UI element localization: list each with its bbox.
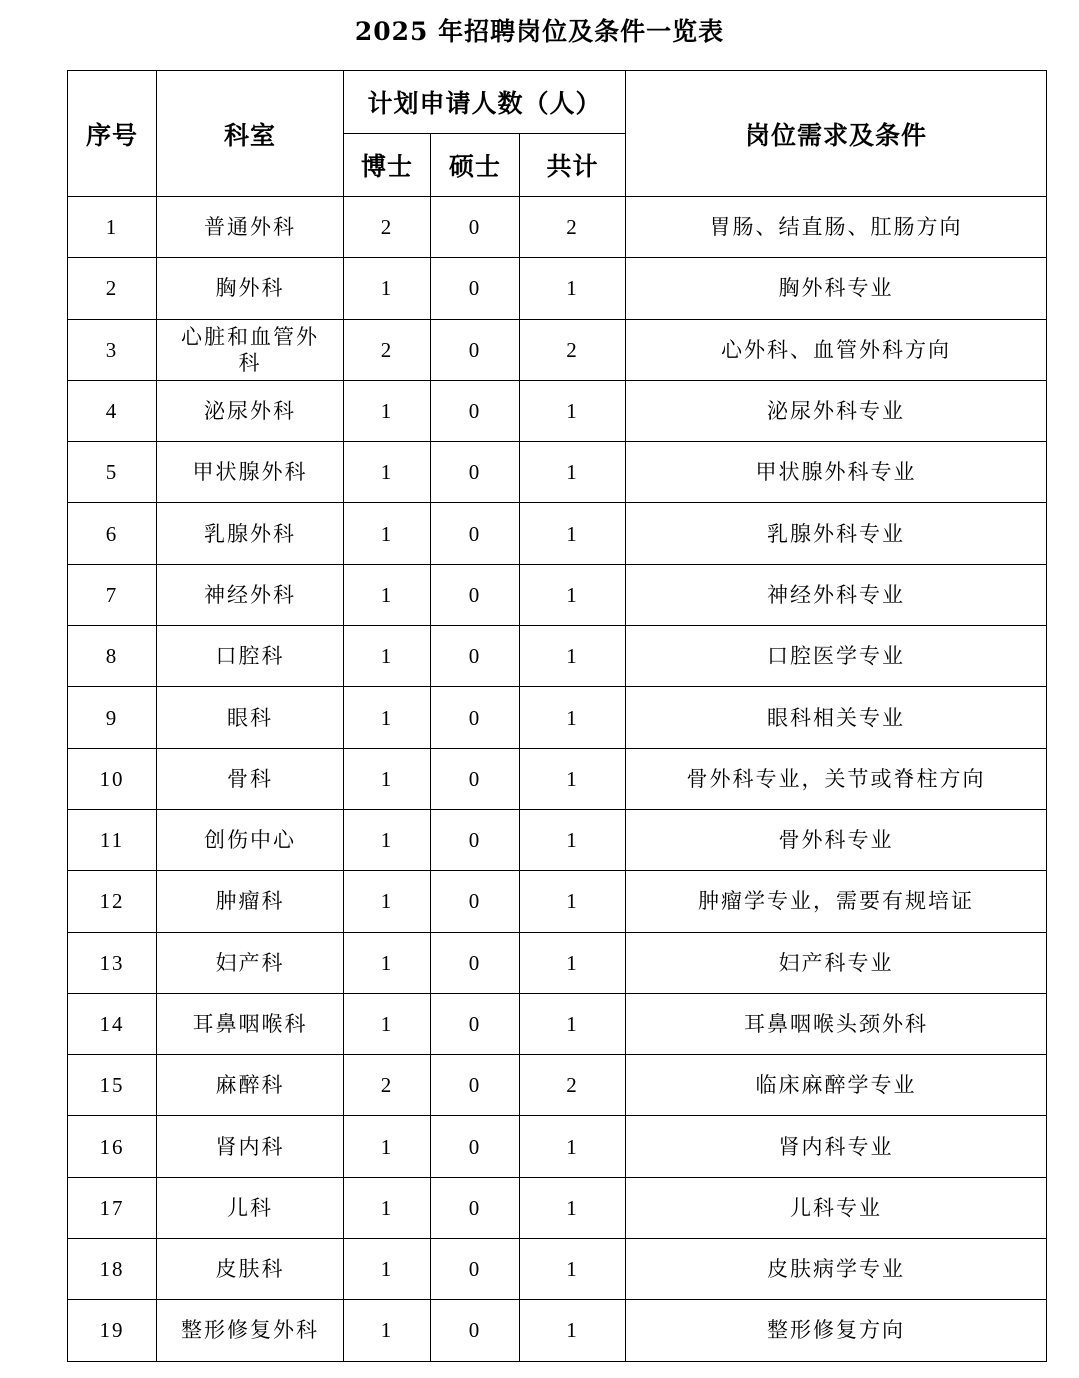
- cell-total: 1: [520, 380, 626, 441]
- cell-seq: 2: [68, 258, 157, 319]
- cell-phd: 1: [344, 442, 431, 503]
- cell-seq: 18: [68, 1239, 157, 1300]
- cell-seq: 19: [68, 1300, 157, 1361]
- cell-dept: 妇产科: [157, 932, 344, 993]
- cell-dept: 整形修复外科: [157, 1300, 344, 1361]
- cell-phd: 2: [344, 319, 431, 380]
- cell-phd: 1: [344, 626, 431, 687]
- cell-seq: 10: [68, 748, 157, 809]
- cell-phd: 1: [344, 1116, 431, 1177]
- table-row: [68, 687, 1047, 748]
- cell-master: 0: [431, 626, 520, 687]
- table-row: [68, 197, 1047, 258]
- table-row: [68, 748, 1047, 809]
- cell-total: 1: [520, 809, 626, 870]
- header-requirement: 岗位需求及条件: [626, 71, 1047, 197]
- cell-requirement: 骨外科专业，关节或脊柱方向: [626, 748, 1047, 809]
- cell-requirement: 乳腺外科专业: [626, 503, 1047, 564]
- cell-master: 0: [431, 1116, 520, 1177]
- cell-phd: 1: [344, 1239, 431, 1300]
- cell-total: 2: [520, 1055, 626, 1116]
- cell-dept: 甲状腺外科: [157, 442, 344, 503]
- cell-requirement: 耳鼻咽喉头颈外科: [626, 993, 1047, 1054]
- cell-master: 0: [431, 993, 520, 1054]
- page-title: 2025 年招聘岗位及条件一览表: [354, 17, 725, 46]
- table-row: [68, 626, 1047, 687]
- cell-total: 1: [520, 932, 626, 993]
- cell-phd: 1: [344, 871, 431, 932]
- cell-master: 0: [431, 258, 520, 319]
- cell-requirement: 口腔医学专业: [626, 626, 1047, 687]
- cell-phd: 1: [344, 932, 431, 993]
- cell-seq: 17: [68, 1177, 157, 1238]
- cell-master: 0: [431, 1055, 520, 1116]
- cell-seq: 8: [68, 626, 157, 687]
- cell-requirement: 皮肤病学专业: [626, 1239, 1047, 1300]
- cell-phd: 1: [344, 258, 431, 319]
- cell-phd: 1: [344, 503, 431, 564]
- cell-phd: 1: [344, 380, 431, 441]
- table-row: [68, 258, 1047, 319]
- cell-phd: 1: [344, 748, 431, 809]
- cell-seq: 13: [68, 932, 157, 993]
- table-row: [68, 993, 1047, 1054]
- cell-total: 2: [520, 197, 626, 258]
- cell-dept: 麻醉科: [157, 1055, 344, 1116]
- cell-seq: 16: [68, 1116, 157, 1177]
- cell-total: 1: [520, 564, 626, 625]
- cell-dept: 普通外科: [157, 197, 344, 258]
- cell-dept: 儿科: [157, 1177, 344, 1238]
- cell-dept: 骨科: [157, 748, 344, 809]
- cell-master: 0: [431, 1300, 520, 1361]
- cell-phd: 1: [344, 1177, 431, 1238]
- cell-seq: 4: [68, 380, 157, 441]
- cell-total: 1: [520, 503, 626, 564]
- table-row: [68, 564, 1047, 625]
- cell-master: 0: [431, 442, 520, 503]
- cell-seq: 5: [68, 442, 157, 503]
- cell-phd: 2: [344, 197, 431, 258]
- cell-requirement: 整形修复方向: [626, 1300, 1047, 1361]
- cell-requirement: 儿科专业: [626, 1177, 1047, 1238]
- table-row: [68, 932, 1047, 993]
- cell-dept: 神经外科: [157, 564, 344, 625]
- cell-dept: 泌尿外科: [157, 380, 344, 441]
- header-dept: 科室: [157, 71, 344, 197]
- cell-total: 1: [520, 1177, 626, 1238]
- cell-requirement: 甲状腺外科专业: [626, 442, 1047, 503]
- cell-master: 0: [431, 871, 520, 932]
- cell-dept: 乳腺外科: [157, 503, 344, 564]
- cell-total: 1: [520, 993, 626, 1054]
- cell-master: 0: [431, 748, 520, 809]
- cell-total: 1: [520, 1300, 626, 1361]
- cell-dept: 皮肤科: [157, 1239, 344, 1300]
- cell-total: 1: [520, 1239, 626, 1300]
- table-row: [68, 1300, 1047, 1361]
- cell-requirement: 泌尿外科专业: [626, 380, 1047, 441]
- cell-requirement: 心外科、血管外科方向: [626, 319, 1047, 380]
- cell-seq: 6: [68, 503, 157, 564]
- table-row: [68, 1055, 1047, 1116]
- cell-phd: 1: [344, 564, 431, 625]
- cell-total: 1: [520, 748, 626, 809]
- cell-phd: 2: [344, 1055, 431, 1116]
- cell-seq: 14: [68, 993, 157, 1054]
- cell-requirement: 肿瘤学专业，需要有规培证: [626, 871, 1047, 932]
- cell-master: 0: [431, 197, 520, 258]
- cell-seq: 9: [68, 687, 157, 748]
- cell-total: 1: [520, 626, 626, 687]
- cell-dept: 口腔科: [157, 626, 344, 687]
- cell-total: 1: [520, 442, 626, 503]
- cell-dept: 眼科: [157, 687, 344, 748]
- cell-master: 0: [431, 809, 520, 870]
- cell-seq: 15: [68, 1055, 157, 1116]
- cell-dept: 心脏和血管外科: [157, 319, 344, 380]
- cell-requirement: 骨外科专业: [626, 809, 1047, 870]
- cell-dept: 肿瘤科: [157, 871, 344, 932]
- table-row: [68, 809, 1047, 870]
- cell-phd: 1: [344, 809, 431, 870]
- cell-master: 0: [431, 1177, 520, 1238]
- table-row: [68, 1177, 1047, 1238]
- header-master: 硕士: [431, 134, 520, 197]
- table-row: [68, 1116, 1047, 1177]
- header-total: 共计: [520, 134, 626, 197]
- table-row: [68, 380, 1047, 441]
- cell-seq: 11: [68, 809, 157, 870]
- header-plan: 计划申请人数（人）: [344, 71, 626, 134]
- cell-master: 0: [431, 932, 520, 993]
- cell-master: 0: [431, 564, 520, 625]
- cell-master: 0: [431, 319, 520, 380]
- cell-total: 1: [520, 687, 626, 748]
- cell-requirement: 神经外科专业: [626, 564, 1047, 625]
- header-phd: 博士: [344, 134, 431, 197]
- cell-master: 0: [431, 687, 520, 748]
- cell-requirement: 肾内科专业: [626, 1116, 1047, 1177]
- cell-total: 1: [520, 1116, 626, 1177]
- recruitment-table: [67, 70, 1047, 1362]
- cell-requirement: 妇产科专业: [626, 932, 1047, 993]
- cell-dept: 耳鼻咽喉科: [157, 993, 344, 1054]
- cell-phd: 1: [344, 1300, 431, 1361]
- cell-dept: 肾内科: [157, 1116, 344, 1177]
- cell-phd: 1: [344, 687, 431, 748]
- cell-requirement: 胸外科专业: [626, 258, 1047, 319]
- table-row: [68, 503, 1047, 564]
- table-row: [68, 442, 1047, 503]
- cell-total: 1: [520, 871, 626, 932]
- header-seq: 序号: [68, 71, 157, 197]
- cell-dept: 胸外科: [157, 258, 344, 319]
- cell-seq: 1: [68, 197, 157, 258]
- cell-dept: 创伤中心: [157, 809, 344, 870]
- cell-master: 0: [431, 380, 520, 441]
- cell-seq: 7: [68, 564, 157, 625]
- cell-requirement: 临床麻醉学专业: [626, 1055, 1047, 1116]
- cell-seq: 3: [68, 319, 157, 380]
- cell-master: 0: [431, 1239, 520, 1300]
- cell-requirement: 眼科相关专业: [626, 687, 1047, 748]
- table-row: [68, 319, 1047, 380]
- cell-master: 0: [431, 503, 520, 564]
- table-row: [68, 1239, 1047, 1300]
- table-row: [68, 871, 1047, 932]
- cell-total: 1: [520, 258, 626, 319]
- cell-seq: 12: [68, 871, 157, 932]
- cell-phd: 1: [344, 993, 431, 1054]
- cell-requirement: 胃肠、结直肠、肛肠方向: [626, 197, 1047, 258]
- cell-total: 2: [520, 319, 626, 380]
